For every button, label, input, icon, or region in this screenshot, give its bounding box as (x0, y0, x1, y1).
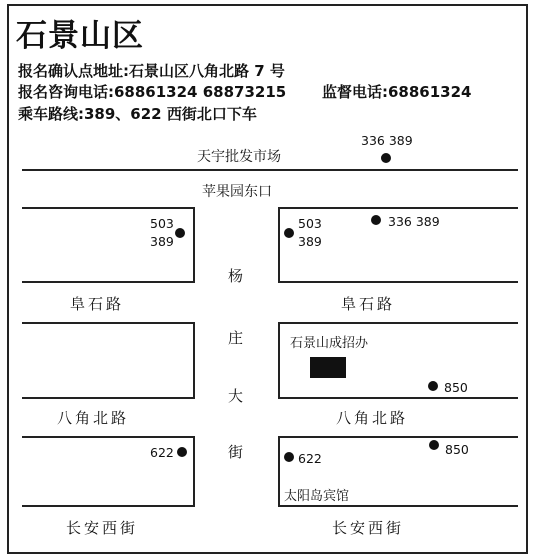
bus-stop-label-right-lower-a: 622 (298, 451, 322, 466)
bus-stop-label-left-upper-a: 503 (150, 216, 174, 231)
street-label-pingguoyuan: 苹果园东口 (202, 184, 272, 200)
bus-stop-label-right-upper-a: 503 (298, 216, 322, 231)
bus-stop-label-right-upper-c: 336 389 (388, 214, 440, 229)
bus-stop-label-left-lower: 622 (150, 445, 174, 460)
place-label-hotel: 太阳岛宾馆 (284, 489, 350, 504)
street-label-bajiao-left: 八角北路 (57, 409, 130, 427)
street-label-fushi-left: 阜石路 (70, 295, 125, 313)
consult-phone-line: 报名咨询电话:68861324 68873215 (18, 83, 287, 101)
block-middle-left (22, 322, 195, 399)
street-char-da: 大 (228, 387, 244, 405)
district-title: 石景山区 (16, 18, 144, 54)
street-label-bajiao-right: 八角北路 (336, 409, 409, 427)
bus-stop-dot-right-upper-b (371, 215, 381, 225)
bus-stop-label-left-upper-b: 389 (150, 234, 174, 249)
bus-stop-dot-right-lower-a (284, 452, 294, 462)
bus-stop-dot-right-upper-a (284, 228, 294, 238)
street-label-changan-right: 长安西街 (332, 519, 405, 537)
bus-stop-label-right-mid: 850 (444, 380, 468, 395)
supervise-phone-line: 监督电话:68861324 (322, 83, 472, 101)
street-label-changan-left: 长安西街 (66, 519, 139, 537)
bus-stop-label-right-lower-b: 850 (445, 442, 469, 457)
bus-stop-dot-left-lower (177, 447, 187, 457)
bus-stop-dot-right-mid (428, 381, 438, 391)
road-line-tianyu (22, 169, 518, 171)
bus-stop-dot-right-lower-b (429, 440, 439, 450)
street-char-zhuang: 庄 (228, 329, 244, 347)
bus-stop-dot-left-upper (175, 228, 185, 238)
office-marker (310, 357, 346, 378)
bus-stop-dot-top (381, 153, 391, 163)
bus-stop-label-right-upper-b: 389 (298, 234, 322, 249)
street-char-jie: 街 (228, 443, 244, 461)
place-label-office: 石景山成招办 (290, 336, 369, 351)
street-label-fushi-right: 阜石路 (341, 295, 396, 313)
address-line: 报名确认点地址:石景山区八角北路 7 号 (18, 62, 285, 80)
street-label-tianyu: 天宇批发市场 (197, 149, 281, 165)
bus-route-line: 乘车路线:389、622 西街北口下车 (18, 105, 257, 123)
street-char-yang: 杨 (228, 267, 244, 285)
bus-stop-label-top: 336 389 (361, 133, 413, 148)
